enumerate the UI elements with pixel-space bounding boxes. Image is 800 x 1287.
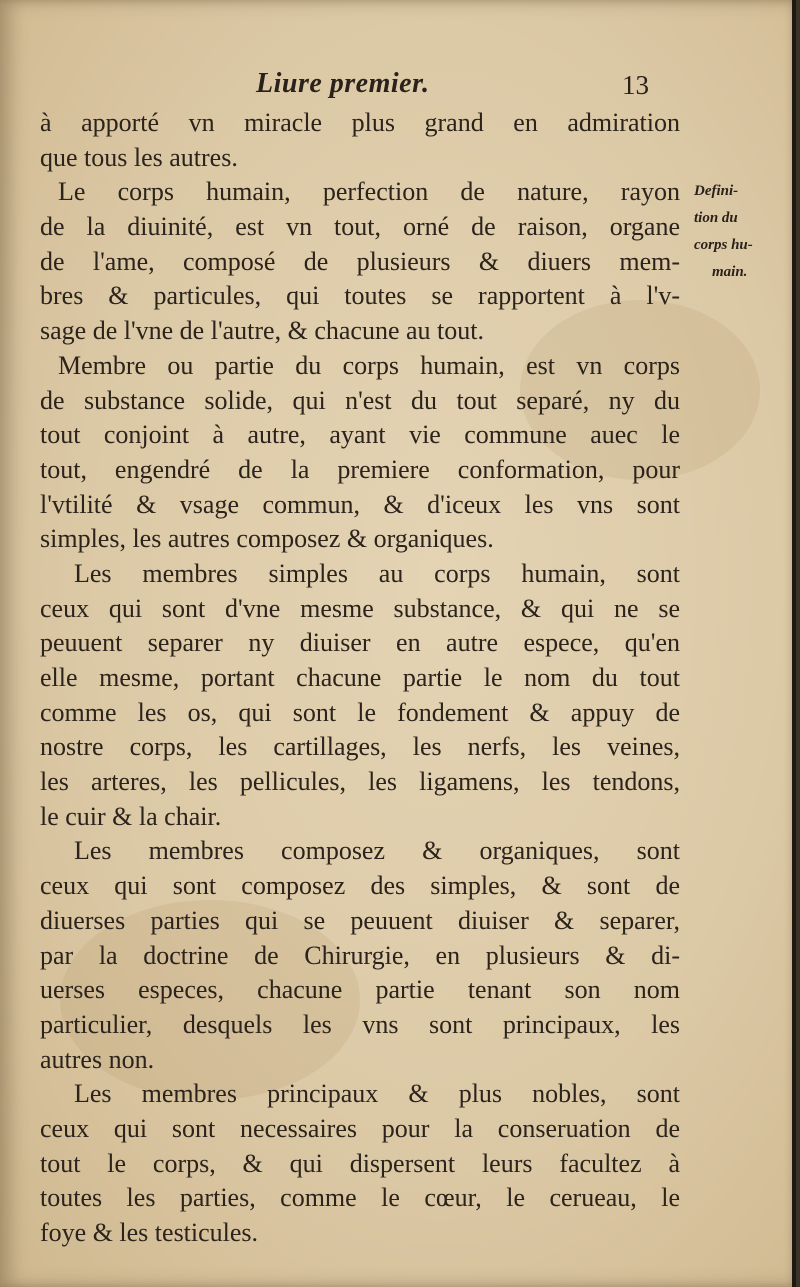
marginal-note-line: Defini- [694, 183, 739, 199]
text-line: foye & les testicules. [40, 1218, 259, 1247]
text-line: tout, engendré de la premiere conformation, pour [40, 454, 680, 484]
text-line: toutes les parties, comme le cœur, le cerueau, le [40, 1183, 680, 1213]
text-line: de la diuinité, est vn tout, orné de raison, organe [40, 212, 680, 242]
text-line: par la doctrine de Chirurgie, en plusieurs & di- [40, 940, 680, 970]
text-line: de substance solide, qui n'est du tout separé, ny du [40, 385, 680, 415]
text-line: nostre corps, les cartillages, les nerfs, les veines, [40, 732, 680, 762]
text-line: Les membres simples au corps humain, sont [74, 558, 680, 588]
text-line: à apporté vn miracle plus grand en admiration [40, 108, 680, 137]
text-line: ceux qui sont necessaires pour la conseruation de [40, 1113, 680, 1143]
page-edge [792, 0, 796, 1287]
text-line: tout conjoint à autre, ayant vie commune auec le [40, 420, 680, 450]
running-head [0, 68, 796, 108]
text-line: ceux qui sont d'vne mesme substance, & qui ne se [40, 593, 680, 623]
text-line: peuuent separer ny diuiser en autre espece, qu'en [40, 628, 680, 658]
text-line: l'vtilité & vsage commun, & d'iceux les vns sont [40, 489, 680, 519]
text-line: particulier, desquels les vns sont principaux, les [40, 1009, 680, 1039]
text-line: Les membres principaux & plus nobles, sont [74, 1079, 680, 1109]
page-number: 13 [622, 70, 649, 100]
text-line: uerses especes, chacune partie tenant son nom [40, 975, 680, 1005]
text-line: elle mesme, portant chacune partie le nom du tout [40, 663, 680, 692]
running-title: Liure premier. [256, 68, 430, 99]
text-line: Le corps humain, perfection de nature, rayon [58, 177, 680, 207]
marginal-note-line: tion du [694, 210, 738, 226]
marginal-note [694, 178, 794, 286]
text-line: sage de l'vne de l'autre, & chacune au tout. [40, 316, 484, 346]
marginal-note-line: corps hu- [694, 237, 753, 253]
text-line: comme les os, qui sont le fondement & appuy de [40, 697, 680, 727]
text-line: simples, les autres composez & organiques. [40, 524, 494, 554]
text-line: le cuir & la chair. [40, 801, 222, 831]
marginal-note-line: main. [712, 264, 748, 280]
text-line: de l'ame, composé de plusieurs & diuers mem- [40, 246, 680, 276]
text-line: que tous les autres. [40, 142, 238, 172]
text-line: ceux qui sont composez des simples, & sont de [40, 871, 680, 901]
text-line: Les membres composez & organiques, sont [74, 836, 680, 866]
text-line: diuerses parties qui se peuuent diuiser & separer, [40, 905, 680, 935]
text-line: bres & particules, qui toutes se rapportent à l'v- [40, 281, 680, 311]
body-text [40, 106, 680, 1251]
text-line: tout le corps, & qui dispersent leurs facultez à [40, 1148, 680, 1178]
text-line: les arteres, les pellicules, les ligamens, les tendons, [40, 767, 680, 797]
text-line: Membre ou partie du corps humain, est vn corps [58, 350, 680, 380]
text-line: autres non. [40, 1044, 155, 1074]
